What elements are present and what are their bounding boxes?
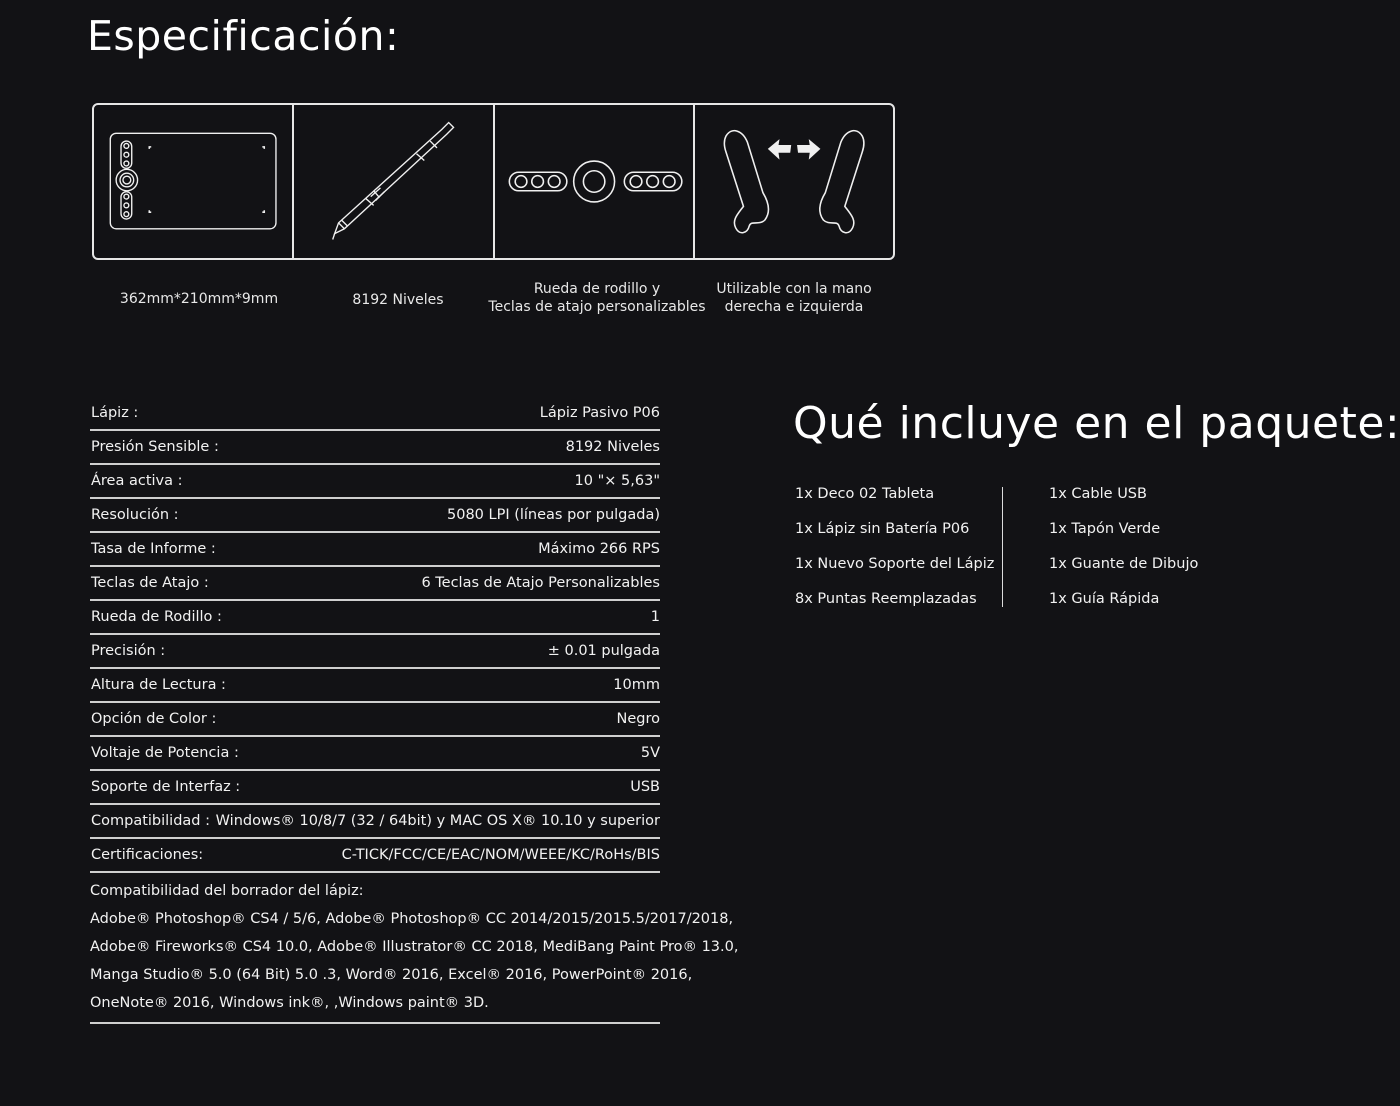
package-list-left	[795, 480, 994, 620]
page-title: Especificación:	[87, 12, 400, 60]
spec-label: Altura de Lectura :	[91, 677, 226, 693]
feature-caption-size	[99, 290, 299, 308]
feature-cell-hands	[695, 105, 893, 258]
spec-label: Rueda de Rodillo :	[91, 609, 222, 625]
spec-row	[90, 635, 660, 669]
eraser-compat-line: Adobe® Photoshop® CS4 / 5/6, Adobe® Photoshop® CC 2014/2015/2015.5/2017/2018,	[90, 911, 734, 927]
spec-row	[90, 533, 660, 567]
feature-cell-tablet	[94, 105, 294, 258]
spec-label: Voltaje de Potencia :	[91, 745, 239, 761]
spec-label: Lápiz :	[91, 405, 139, 421]
spec-value: 1	[650, 609, 660, 625]
left-right-hand-icon	[695, 105, 893, 258]
package-item: 1x Cable USB	[1049, 486, 1147, 502]
wheel-keys-icon	[495, 105, 693, 258]
spec-value: 5080 LPI (líneas por pulgada)	[447, 507, 660, 523]
package-item: 1x Tapón Verde	[1049, 521, 1161, 537]
eraser-compat-line: OneNote® 2016, Windows ink®, ,Windows paint® 3D.	[90, 995, 489, 1011]
spec-table	[90, 397, 660, 873]
package-title: Qué incluye en el paquete:	[793, 398, 1400, 449]
spec-value: Negro	[616, 711, 660, 727]
spec-value: 5V	[640, 745, 660, 761]
spec-row	[90, 397, 660, 431]
spec-row	[90, 499, 660, 533]
spec-label: Tasa de Informe :	[91, 541, 216, 557]
caption-line: Utilizable con la mano	[716, 281, 872, 297]
divider	[90, 1022, 660, 1024]
spec-row	[90, 805, 660, 839]
tablet-icon	[94, 105, 292, 258]
spec-value: 10 "× 5,63"	[574, 473, 660, 489]
spec-row	[90, 567, 660, 601]
spec-value: Máximo 266 RPS	[538, 541, 660, 557]
spec-label: Presión Sensible :	[91, 439, 219, 455]
caption-text: 8192 Niveles	[352, 292, 444, 308]
spec-row	[90, 465, 660, 499]
spec-row	[90, 601, 660, 635]
package-item: 1x Guía Rápida	[1049, 591, 1160, 607]
eraser-compat-line: Manga Studio® 5.0 (64 Bit) 5.0 .3, Word® 2016, Excel® 2016, PowerPoint® 2016,	[90, 967, 693, 983]
spec-label: Certificaciones:	[91, 847, 204, 863]
feature-icons-panel	[92, 103, 895, 260]
feature-caption-hands	[694, 280, 894, 316]
pen-icon	[294, 105, 492, 258]
package-divider	[1002, 487, 1003, 607]
spec-label: Opción de Color :	[91, 711, 217, 727]
feature-cell-wheel-keys	[495, 105, 695, 258]
spec-value: Windows® 10/8/7 (32 / 64bit) y MAC OS X® 10.10 y superior	[215, 813, 660, 829]
spec-value: C-TICK/FCC/CE/EAC/NOM/WEEE/KC/RoHs/BIS	[341, 847, 660, 863]
package-item: 8x Puntas Reemplazadas	[795, 591, 977, 607]
spec-row	[90, 839, 660, 873]
spec-row	[90, 431, 660, 465]
caption-line: Teclas de atajo personalizables	[488, 299, 706, 315]
eraser-compat-heading: Compatibilidad del borrador del lápiz:	[90, 883, 364, 899]
package-item: 1x Lápiz sin Batería P06	[795, 521, 970, 537]
caption-text: 362mm*210mm*9mm	[119, 291, 279, 307]
package-item: 1x Deco 02 Tableta	[795, 486, 935, 502]
spec-label: Precisión :	[91, 643, 166, 659]
package-item: 1x Nuevo Soporte del Lápiz	[795, 556, 995, 572]
spec-value: Lápiz Pasivo P06	[539, 405, 660, 421]
spec-label: Teclas de Atajo :	[91, 575, 209, 591]
feature-caption-wheel	[481, 280, 713, 316]
spec-row	[90, 737, 660, 771]
spec-label: Compatibilidad :	[91, 813, 211, 829]
caption-line: derecha e izquierda	[724, 299, 864, 315]
spec-value: USB	[630, 779, 660, 795]
eraser-compatibility	[90, 877, 739, 1017]
feature-cell-pen	[294, 105, 494, 258]
spec-label: Resolución :	[91, 507, 179, 523]
spec-value: 10mm	[613, 677, 660, 693]
spec-row	[90, 669, 660, 703]
spec-label: Área activa :	[91, 473, 183, 489]
spec-value: ± 0.01 pulgada	[547, 643, 660, 659]
spec-row	[90, 771, 660, 805]
spec-label: Soporte de Interfaz :	[91, 779, 241, 795]
spec-row	[90, 703, 660, 737]
feature-caption-levels	[298, 291, 498, 309]
eraser-compat-line: Adobe® Fireworks® CS4 10.0, Adobe® Illustrator® CC 2018, MediBang Paint Pro® 13.0,	[90, 939, 739, 955]
package-item: 1x Guante de Dibujo	[1049, 556, 1199, 572]
caption-line: Rueda de rodillo y	[533, 281, 661, 297]
package-list-right	[1049, 480, 1198, 620]
spec-value: 6 Teclas de Atajo Personalizables	[421, 575, 660, 591]
spec-value: 8192 Niveles	[565, 439, 660, 455]
